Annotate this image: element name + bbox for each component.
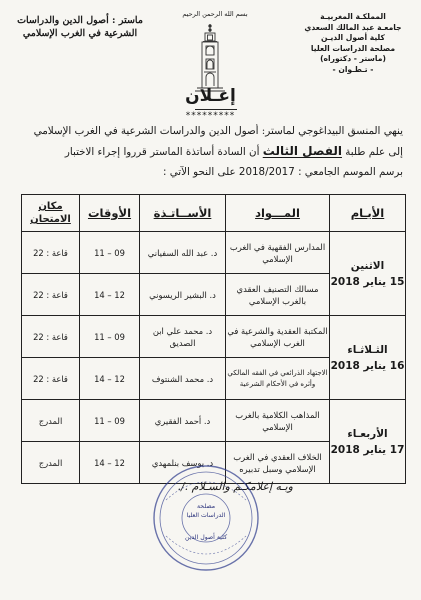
time-cell: 12 – 14	[80, 442, 140, 484]
program-line: ماستر : أصول الدين والدراسات	[17, 15, 143, 26]
time-cell: 12 – 14	[80, 274, 140, 316]
intro-line-2	[11, 144, 403, 159]
time-cell: 09 – 11	[80, 232, 140, 274]
time-cell: 12 – 14	[80, 358, 140, 400]
professor-cell: د. محمد الشنتوف	[140, 358, 226, 400]
room-cell: المدرج	[22, 442, 80, 484]
day-date: 16 يناير 2018	[330, 359, 405, 372]
room-cell: قاعة : 22	[22, 358, 80, 400]
header-line: كلية أصول الديـن	[321, 33, 385, 42]
program-line: الشرعية في الغرب الإسلامي	[22, 28, 138, 39]
closing-greeting: وبـه إعلامكـم والسـلام ./.	[177, 480, 293, 493]
room-cell: المدرج	[22, 400, 80, 442]
header-subjects: المـــواد	[226, 195, 330, 232]
time-cell: 09 – 11	[80, 400, 140, 442]
stamp-text: كلية أصول الدين	[184, 534, 228, 541]
announcement-title: إعـلان	[185, 86, 236, 106]
header-days: الأيـام	[330, 195, 406, 232]
header-times: الأوقات	[80, 195, 140, 232]
title-underline	[195, 109, 237, 110]
day-cell-monday	[330, 232, 406, 316]
time-cell: 09 – 11	[80, 316, 140, 358]
subject-cell: الخلاف العقدي في الغرب الإسلامي وسبل تدبيره	[226, 442, 330, 484]
table-header-row	[22, 195, 406, 232]
table-row	[22, 232, 406, 274]
professor-cell: د. البشير الريسوني	[140, 274, 226, 316]
header-professors: الأســاتـذة	[140, 195, 226, 232]
subject-cell: المذاهب الكلامية بالغرب الإسلامي	[226, 400, 330, 442]
semester-highlight: الفصل الثالث	[262, 144, 342, 158]
subject-cell: المكتبة العقدية والشرعية في الغرب الإسلامي	[226, 316, 330, 358]
day-date: 17 يناير 2018	[330, 443, 405, 456]
day-cell-tuesday	[330, 316, 406, 400]
header-line: (ماستر - دكتوراه)	[320, 54, 386, 63]
table-row	[22, 400, 406, 442]
professor-cell: د. يوسف بنلمهدي	[140, 442, 226, 484]
professor-cell: د. محمد علي ابن الصديق	[140, 316, 226, 358]
stamp-text: مصلحة	[196, 503, 216, 510]
header-line: المملكـة المغربيـة	[320, 12, 386, 21]
header-line: - تـطـوان -	[332, 64, 374, 74]
master-program-header	[14, 14, 146, 40]
day-name: الثـلاثـاء	[347, 343, 388, 356]
professor-cell: د. أحمد الفقيري	[140, 400, 226, 442]
header-line: مصلحة الدراسات العليا	[310, 43, 396, 53]
room-cell: قاعة : 22	[22, 232, 80, 274]
stamp-text: الدراسات العليا	[186, 512, 226, 519]
room-cell: قاعة : 22	[22, 316, 80, 358]
subject-cell: المدارس الفقهية في الغرب الإسلامي	[226, 232, 330, 274]
day-name: الأربعـاء	[347, 427, 388, 440]
day-date: 15 يناير 2018	[330, 275, 405, 288]
subject-cell: الاجتهاد الذرائعي في الفقه المالكي وأثره في الأحكام الشرعية	[226, 358, 330, 400]
day-name: الاثنين	[350, 259, 385, 272]
intro-line-3: برسم الموسم الجامعي : 2018/2017 على النحو الآتي :	[162, 166, 403, 178]
header-exam-location: مكان الامتحان	[22, 195, 80, 232]
stars-divider: *********	[185, 111, 236, 121]
basmala: بسم الله الرحمن الرحيم	[182, 10, 248, 18]
day-cell-wednesday	[330, 400, 406, 484]
intro-line-2-end: أن السادة أساتذة الماستر قرروا إجراء الاختبار	[64, 146, 260, 158]
room-cell: قاعة : 22	[22, 274, 80, 316]
exam-schedule-table	[21, 194, 406, 484]
header-line: جامعـة عبد المالك السعدي	[304, 22, 402, 32]
minaret-emblem-icon	[193, 22, 227, 94]
subject-cell: مسالك التصنيف العقدي بالغرب الإسلامي	[226, 274, 330, 316]
intro-line-1: ينهي المنسق البيداغوجي لماستر: أصول الدين والدراسات الشرعية في الغرب الإسلامي	[33, 125, 403, 137]
intro-line-2-start: إلى علم طلبة	[345, 146, 403, 158]
professor-cell: د. عبد الله السفياني	[140, 232, 226, 274]
university-header	[297, 12, 409, 75]
table-row	[22, 316, 406, 358]
